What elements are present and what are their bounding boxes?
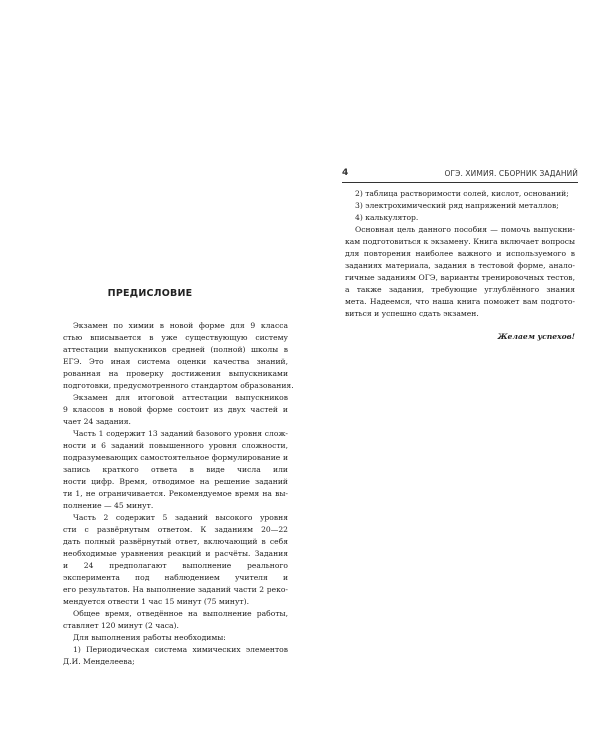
body-line: эксперимента под наблюдением учителя и	[63, 573, 288, 582]
body-line: 1) Периодическая система химических элементов	[73, 645, 288, 654]
body-line: аттестации выпускников средней (полной) школы в	[63, 345, 288, 354]
body-line: чает 24 задания.	[63, 417, 131, 426]
body-line: рованная на проверку достижения выпускниками	[63, 369, 288, 378]
body-line: Д.И. Менделеева;	[63, 657, 135, 666]
body-line: ЕГЭ. Это иная система оценки качества знаний,	[63, 357, 288, 366]
running-header	[342, 168, 578, 183]
body-line: а также задания, требующие углублённого знания	[345, 285, 575, 294]
body-line: мендуется отвести 1 час 15 минут (75 минут).	[63, 597, 249, 606]
body-line: Экзамен для итоговой аттестации выпускников	[73, 393, 288, 402]
right-page-body	[345, 188, 575, 320]
body-line: виться и успешно сдать экзамен.	[345, 309, 479, 318]
list-item: 4) калькулятор.	[355, 213, 419, 222]
body-line: запись краткого ответа в виде числа или	[63, 465, 288, 474]
body-line: его результатов. На выполнение заданий части 2 реко-	[63, 585, 288, 594]
body-line: Экзамен по химии в новой форме для 9 класса	[73, 321, 288, 330]
body-line: стью вписывается в уже существующую систему	[63, 333, 288, 342]
preface-heading: ПРЕДИСЛОВИЕ	[107, 288, 193, 299]
body-line: мета. Надеемся, что наша книга поможет вам подгото-	[345, 297, 575, 306]
body-line: Основная цель данного пособия — помочь выпускни-	[355, 225, 575, 234]
body-line: для повторения наиболее важного и используемого в	[345, 249, 575, 258]
body-line: Часть 1 содержит 13 заданий базового уровня слож-	[73, 429, 288, 438]
body-line: подготовки, предусмотренного стандартом образования.	[63, 381, 294, 390]
closing-wish: Желаем успехов!	[497, 332, 575, 341]
body-line: гичные заданиям ОГЭ, варианты тренировочных тестов,	[345, 273, 575, 282]
body-line: ности и 6 заданий повышенного уровня сложности,	[63, 441, 288, 450]
list-item: 3) электрохимический ряд напряжений металлов;	[355, 201, 559, 210]
preface-body	[63, 320, 294, 668]
body-line: дать полный развёрнутый ответ, включающий в себя	[63, 537, 288, 546]
page-number: 4	[342, 168, 349, 178]
body-line: Общее время, отведённое на выполнение работы,	[73, 609, 288, 618]
right-page	[300, 0, 600, 750]
body-line: кам подготовиться к экзамену. Книга включает вопросы	[345, 237, 575, 246]
body-line: ности цифр. Время, отводимое на решение заданий	[63, 477, 288, 486]
body-line: подразумевающих самостоятельное формулирование и	[63, 453, 288, 462]
body-line: сти с развёрнутым ответом. К заданиям 20—22	[63, 525, 288, 534]
body-line: необходимые уравнения реакций и расчёты. Задания	[63, 549, 288, 558]
body-line: Для выполнения работы необходимы:	[73, 633, 226, 642]
running-title: ОГЭ. ХИМИЯ. СБОРНИК ЗАДАНИЙ	[444, 169, 578, 178]
list-item: 2) таблица растворимости солей, кислот, оснований;	[355, 189, 569, 198]
body-line: Часть 2 содержит 5 заданий высокого уровня	[73, 513, 288, 522]
body-line: ти 1, не ограничивается. Рекомендуемое время на вы-	[63, 489, 288, 498]
body-line: ставляет 120 минут (2 часа).	[63, 621, 179, 630]
body-line: заданиях материала, задания в тестовой форме, анало-	[345, 261, 575, 270]
body-line: и 24 предполагают выполнение реального	[63, 561, 288, 570]
body-line: 9 классов в новой форме состоит из двух частей и	[63, 405, 288, 414]
body-line: полнение — 45 минут.	[63, 501, 154, 510]
